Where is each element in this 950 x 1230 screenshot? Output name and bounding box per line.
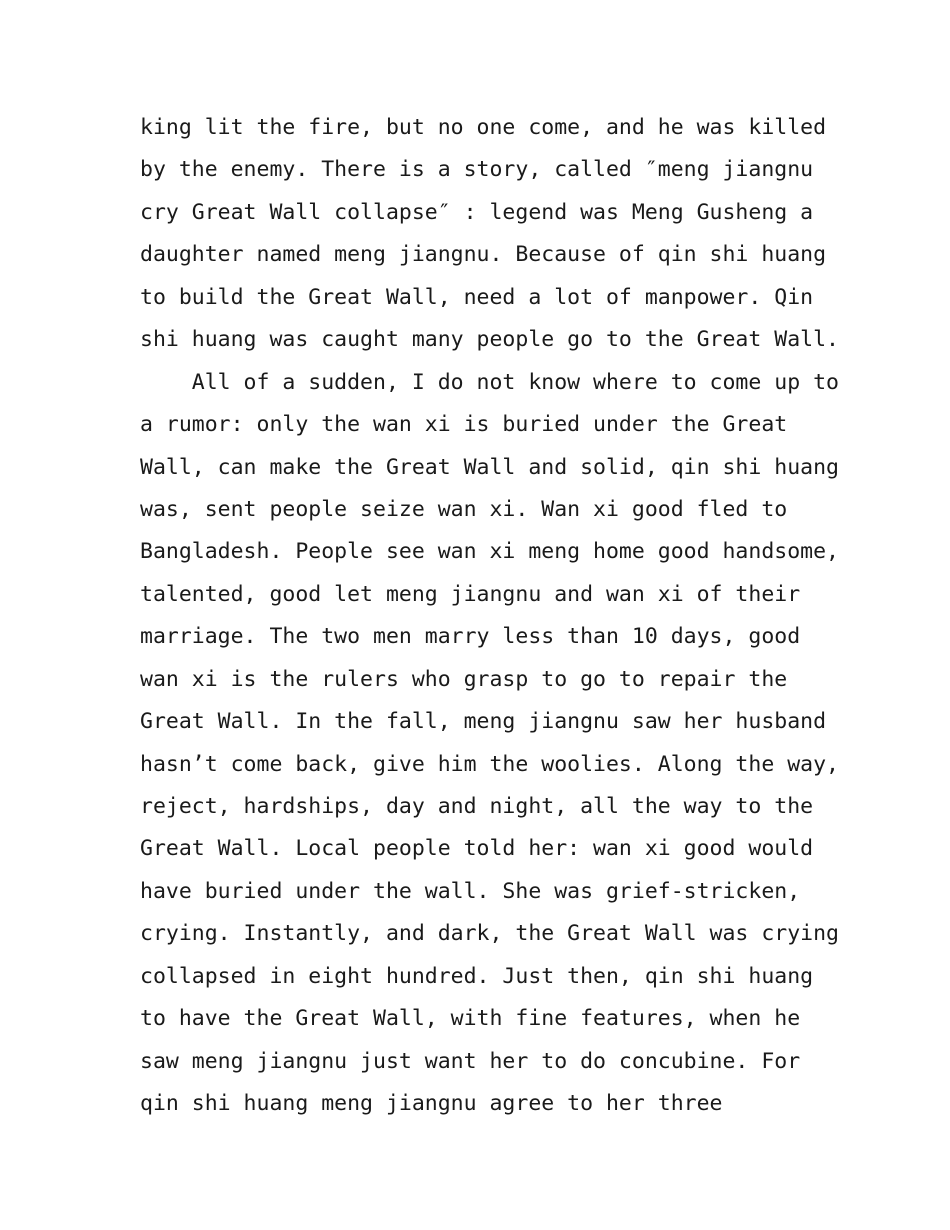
text-line: cry Great Wall collapse″ : legend was Meng Gusheng a [140, 199, 814, 225]
text-line: was, sent people seize wan xi. Wan xi good fled to [140, 496, 788, 522]
text-line: king lit the fire, but no one come, and he was killed [140, 115, 827, 140]
text-line: Wall, can make the Great Wall and solid, qin shi huang [140, 454, 839, 480]
text-line: daughter named meng jiangnu. Because of qin shi huang [140, 242, 827, 268]
text-line: saw meng jiangnu just want her to do concubine. For [140, 1048, 801, 1074]
body-text [140, 107, 839, 1126]
text-line: wan xi is the rulers who grasp to go to repair the [140, 666, 788, 692]
text-line: shi huang was caught many people go to the Great Wall. [140, 327, 839, 353]
text-line: to build the Great Wall, need a lot of manpower. Qin [140, 284, 814, 310]
text-line: Great Wall. In the fall, meng jiangnu saw her husband [140, 709, 827, 735]
text-line: marriage. The two men marry less than 10 days, good [140, 624, 801, 650]
text-line: collapsed in eight hundred. Just then, qin shi huang [140, 963, 814, 989]
text-line: talented, good let meng jiangnu and wan xi of their [140, 581, 801, 607]
paragraph-start-line: All of a sudden, I do not know where to come up to [140, 369, 839, 395]
text-line: qin shi huang meng jiangnu agree to her three [140, 1091, 723, 1117]
text-line: Great Wall. Local people told her: wan xi good would [140, 836, 814, 862]
text-line: to have the Great Wall, with fine features, when he [140, 1006, 801, 1032]
text-line: crying. Instantly, and dark, the Great Wall was crying [140, 921, 839, 947]
text-line: a rumor: only the wan xi is buried under the Great [140, 412, 788, 438]
text-line: reject, hardships, day and night, all the way to the [140, 794, 814, 819]
text-line: Bangladesh. People see wan xi meng home good handsome, [140, 539, 839, 565]
text-line: hasn’t come back, give him the woolies. Along the way, [140, 751, 839, 777]
text-line: by the enemy. There is a story, called ″meng jiangnu [140, 157, 814, 183]
text-line: have buried under the wall. She was grief-stricken, [140, 878, 801, 904]
